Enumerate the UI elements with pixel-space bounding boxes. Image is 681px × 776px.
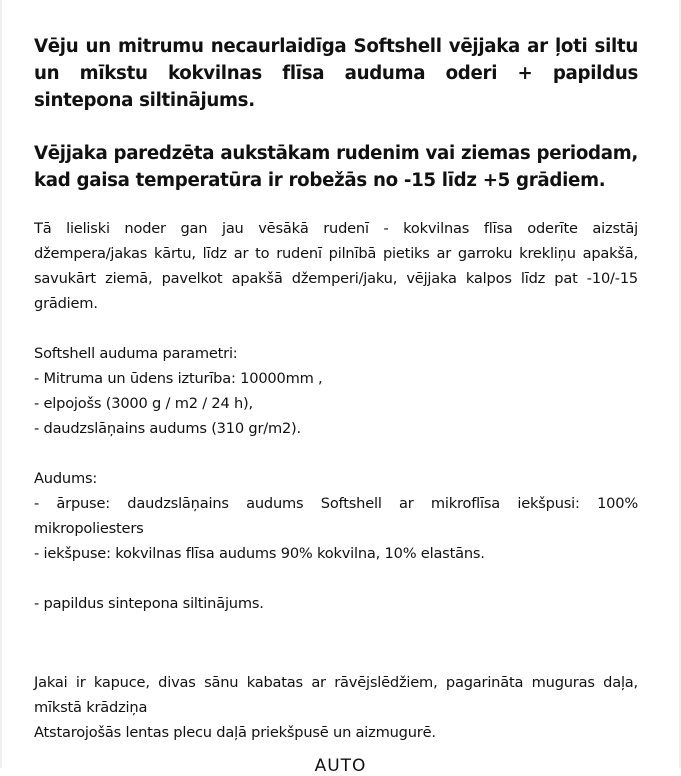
param-item: - elpojošs (3000 g / m2 / 24 h), [34,395,253,412]
softshell-params [34,341,638,441]
softshell-params-heading: Softshell auduma parametri: [34,345,238,362]
fabric-inner: - iekšpuse: kokvilnas flīsa audums 90% kokvilna, 10% elastāns. [34,545,485,562]
param-item: - Mitruma un ūdens izturība: 10000mm , [34,370,323,387]
cut-off-heading: AUTO [314,756,367,776]
usage-paragraph: Tā lieliski noder gan jau vēsākā rudenī - kokvilnas flīsa oderīte aizstāj džempera/jakas kārtu, līdz ar to rudenī pilnībā pietiks ar garroku krekliņu apakšā, savukārt ziemā, pavelkot apakšā džemperi/jaku, vējjaka kalpos līdz pat -10/-15 grādiem. [34,220,638,312]
features-line-1: Jakai ir kapuce, divas sānu kabatas ar rāvējslēdžiem, pagarināta muguras daļa, mīkstā krādziņa [34,674,638,716]
fabric-outer: - ārpuse: daudzslāņains audums Softshell ar mikroflīsa iekšpusi: 100% mikropoliesters [34,495,638,537]
left-border [0,0,2,768]
fabric-extra: - papildus sintepona siltinājums. [34,595,264,612]
fabric-heading: Audums: [34,470,98,487]
intro-paragraph-1: Vēju un mitrumu necaurlaidīga Softshell vējjaka ar ļoti siltu un mīkstu kokvilnas flīsa auduma oderi + papildus sintepona siltinājums. [34,36,638,111]
features-section [34,670,638,745]
param-item: - daudzslāņains audums (310 gr/m2). [34,420,301,437]
intro-paragraph-2: Vējjaka paredzēta aukstākam rudenim vai ziemas periodam, kad gaisa temperatūra ir robežās no -15 līdz +5 grādiem. [34,143,638,191]
features-line-2: Atstarojošās lentas plecu daļā priekšpusē un aizmugurē. [34,724,436,741]
fabric-section [34,466,638,616]
